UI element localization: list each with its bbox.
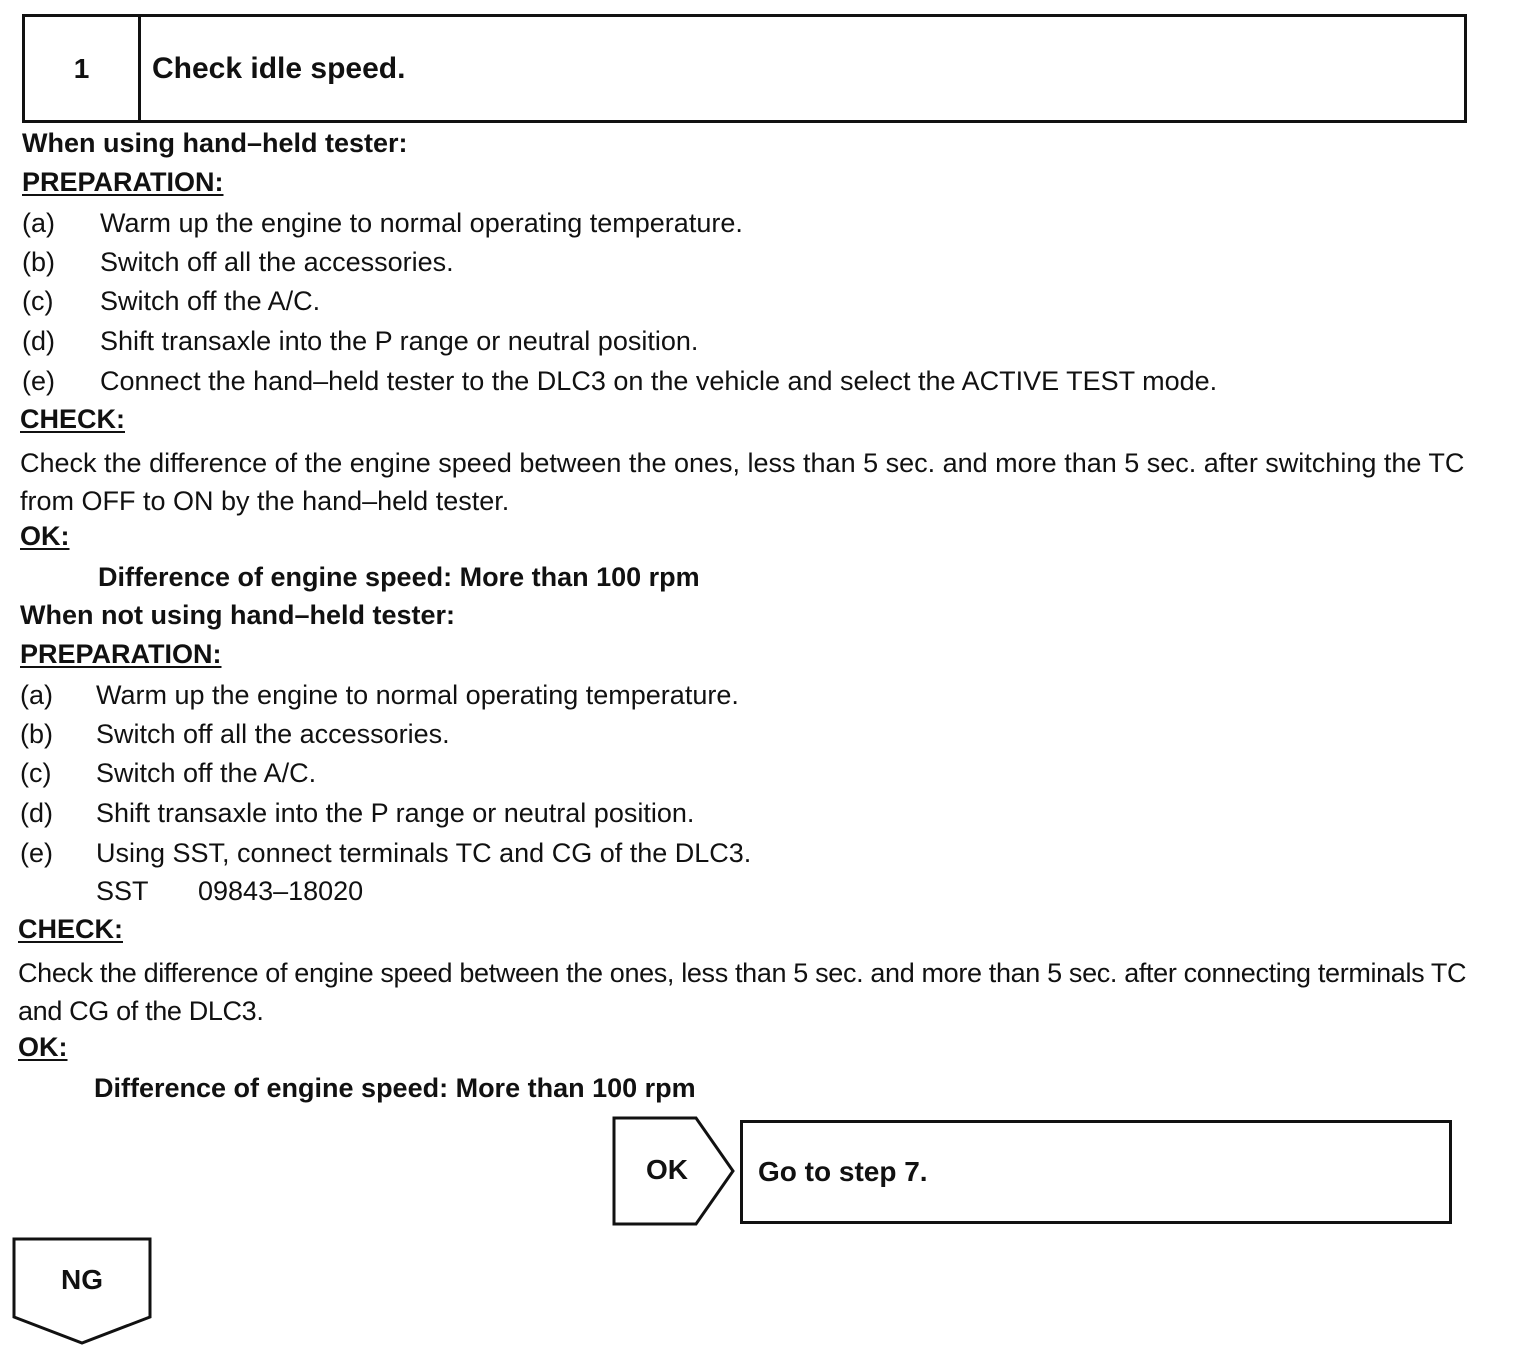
list-item-text: Switch off the A/C. <box>96 758 317 788</box>
list-item-label: (c) <box>20 758 52 788</box>
ok-result-text: Go to step 7. <box>758 1156 928 1187</box>
sst-part-number: 09843–18020 <box>198 876 364 906</box>
list-item-label: (b) <box>20 719 53 749</box>
section2-heading: When not using hand–held tester: <box>20 600 456 630</box>
section1-ok-label: OK: <box>20 521 70 551</box>
list-item-label: (a) <box>22 208 55 238</box>
list-item-text: Warm up the engine to normal operating temperature. <box>96 680 739 710</box>
section2-preparation-label: PREPARATION: <box>20 639 222 669</box>
section1-heading: When using hand–held tester: <box>22 128 408 158</box>
section2-check-text: Check the difference of engine speed between the ones, less than 5 sec. and more than 5 sec. after connecting terminals TC and CG of the DLC3. <box>18 958 1467 1026</box>
section1-preparation-label: PREPARATION: <box>22 167 224 197</box>
list-item-text: Shift transaxle into the P range or neutral position. <box>96 798 695 828</box>
section2-check-label: CHECK: <box>18 914 123 944</box>
list-item-text: Switch off all the accessories. <box>96 719 450 749</box>
list-item-label: (b) <box>22 247 55 277</box>
list-item-label: (c) <box>22 286 54 316</box>
list-item-text: Using SST, connect terminals TC and CG of the DLC3. <box>96 838 752 868</box>
section1-check-label: CHECK: <box>20 404 125 434</box>
list-item-label: (d) <box>22 326 55 356</box>
step-title: Check idle speed. <box>152 51 406 85</box>
list-item-label: (e) <box>20 838 53 868</box>
list-item-text: Shift transaxle into the P range or neutral position. <box>100 326 699 356</box>
list-item-label: (a) <box>20 680 53 710</box>
section1-check-text: Check the difference of the engine speed between the ones, less than 5 sec. and more than 5 sec. after switching the TC from OFF to ON by the hand–held tester. <box>20 448 1465 516</box>
list-item-label: (e) <box>22 366 55 396</box>
ok-arrow-label: OK <box>646 1154 688 1185</box>
list-item-label: (d) <box>20 798 53 828</box>
section1-ok-spec: Difference of engine speed: More than 100 rpm <box>98 562 700 592</box>
step-number: 1 <box>25 17 141 120</box>
ok-result-box <box>740 1120 1452 1224</box>
list-item-text: Connect the hand–held tester to the DLC3 on the vehicle and select the ACTIVE TEST mode. <box>100 366 1218 396</box>
list-item-text: Warm up the engine to normal operating temperature. <box>100 208 743 238</box>
section2-ok-label: OK: <box>18 1032 68 1062</box>
list-item-text: Switch off the A/C. <box>100 286 321 316</box>
section2-ok-spec: Difference of engine speed: More than 100 rpm <box>94 1073 696 1103</box>
list-item-text: Switch off all the accessories. <box>100 247 454 277</box>
step-header-box <box>22 14 1467 123</box>
sst-label: SST <box>96 876 149 906</box>
ng-arrow-label: NG <box>61 1264 103 1295</box>
